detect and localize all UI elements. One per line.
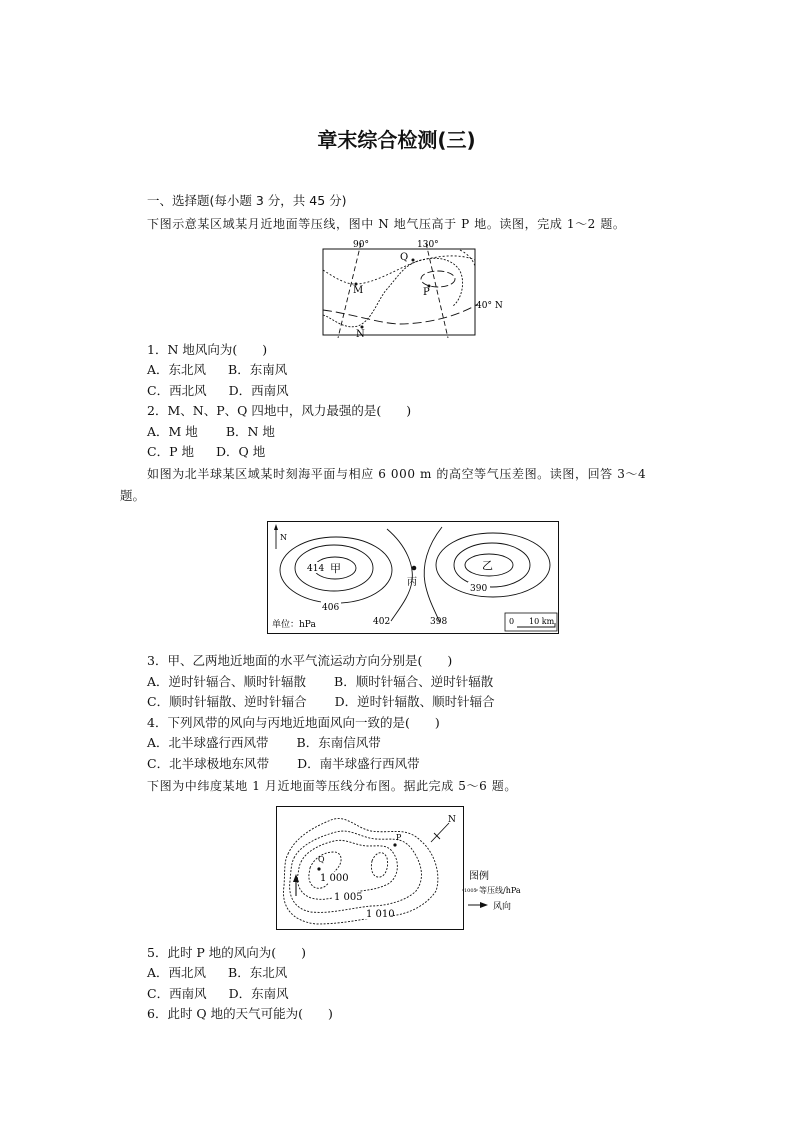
isobar-398	[424, 527, 442, 623]
question-5-options-ab	[147, 965, 287, 981]
lon-90-label: 90°	[353, 240, 369, 250]
intro-q3-4-line1: 如图为北半球某区域某时刻海平面与相应 6 000 m 的高空等气压差图。读图，回答 3～4	[147, 467, 647, 481]
value-390: 390	[470, 584, 488, 594]
question-6: 6．此时 Q 地的天气可能为( )	[147, 1006, 333, 1021]
point-n-label: N	[356, 329, 365, 338]
legend-isobar-sample: 1005	[464, 888, 477, 894]
legend-wind: 风向	[493, 902, 512, 912]
value-1005: 1 005	[334, 892, 363, 903]
option-b[interactable]: B．东北风	[228, 965, 288, 980]
intro-q3-4-line2: 题。	[120, 488, 146, 503]
legend-title: 图例	[469, 871, 489, 882]
isobar-map-1	[318, 238, 508, 338]
intro-q1-2: 下图示意某区域某月近地面等压线，图中 N 地气压高于 P 地。读图，完成 1～2 题。	[147, 217, 626, 231]
option-b[interactable]: B．N 地	[225, 424, 275, 439]
question-3-options-ab	[147, 674, 493, 690]
option-c[interactable]: C．顺时针辐散、逆时针辐合	[147, 694, 307, 709]
option-a[interactable]: A．M 地	[147, 424, 198, 439]
value-402: 402	[373, 617, 391, 627]
point-bing	[412, 566, 417, 571]
value-398: 398	[430, 617, 448, 627]
question-2-options-ab	[147, 424, 275, 440]
option-b[interactable]: B．东南信风带	[296, 735, 381, 750]
isobar-inner-east	[371, 853, 387, 877]
isobar-1005	[298, 840, 398, 899]
value-1000: 1 000	[320, 873, 349, 884]
unit-label: 单位：hPa	[272, 620, 316, 630]
option-d[interactable]: D．南半球盛行西风带	[297, 756, 420, 771]
scale-zero: 0	[509, 617, 515, 626]
question-2: 2．M、N、P、Q 四地中，风力最强的是( )	[147, 403, 412, 418]
isobar-line	[421, 271, 455, 287]
parallel-40n	[323, 304, 478, 324]
option-c[interactable]: C．西南风	[147, 986, 207, 1001]
point-p-label: P	[423, 287, 430, 298]
option-d[interactable]: D．东南风	[228, 986, 289, 1001]
map-frame	[323, 249, 475, 335]
point-q-label: Q	[400, 252, 409, 263]
question-1-options-cd	[147, 383, 289, 399]
point-m-label: M	[353, 285, 364, 296]
question-4: 4．下列风带的风向与丙地近地面风向一致的是( )	[147, 715, 440, 730]
question-4-options-cd	[147, 756, 420, 772]
point-p	[393, 843, 396, 846]
option-a[interactable]: A．西北风	[147, 965, 207, 980]
label-bing: 丙	[407, 577, 417, 588]
north-label: N	[280, 533, 287, 542]
option-a[interactable]: A．逆时针辐合、顺时针辐散	[147, 674, 307, 689]
pressure-difference-map	[267, 521, 559, 634]
north-arrow-head	[274, 524, 278, 530]
isobar-outer	[283, 819, 437, 924]
value-406: 406	[322, 603, 340, 613]
option-c[interactable]: C．北半球极地东风带	[147, 756, 270, 771]
value-1010: 1 010	[366, 909, 395, 920]
isobar-line	[323, 258, 463, 327]
isobar-402	[387, 529, 412, 621]
option-b[interactable]: B．东南风	[228, 362, 288, 377]
point-q	[412, 259, 415, 262]
section-heading: 一、选择题(每小题 3 分，共 45 分)	[147, 193, 347, 208]
question-1-options-ab	[147, 362, 287, 378]
option-d[interactable]: D．西南风	[228, 383, 289, 398]
question-3-options-cd	[147, 694, 495, 710]
legend-isobar: 等压线/hPa	[479, 886, 521, 895]
page-title: 章末综合检测(三)	[317, 128, 476, 152]
intro-q5-6: 下图为中纬度某地 1 月近地面等压线分布图。据此完成 5～6 题。	[147, 779, 517, 793]
question-5-options-cd	[147, 986, 289, 1002]
point-q-label: Q	[318, 855, 325, 864]
option-c[interactable]: C．西北风	[147, 383, 207, 398]
scale-ten: 10 km	[529, 617, 555, 626]
option-b[interactable]: B．顺时针辐合、逆时针辐散	[334, 674, 494, 689]
option-d[interactable]: D．Q 地	[215, 444, 266, 459]
isobar-line	[323, 256, 475, 284]
january-isobar-map	[276, 806, 566, 932]
value-414: 414	[307, 564, 325, 574]
question-5: 5．此时 P 地的风向为( )	[147, 945, 307, 960]
question-1: 1．N 地风向为( )	[147, 342, 268, 357]
label-jia: 甲	[330, 562, 341, 575]
option-a[interactable]: A．东北风	[147, 362, 207, 377]
lat-40n-label: 40° N	[476, 301, 503, 311]
question-3: 3．甲、乙两地近地面的水平气流运动方向分别是( )	[147, 653, 453, 668]
north-indicator	[431, 823, 449, 842]
option-c[interactable]: C．P 地	[147, 444, 194, 459]
point-p-label: P	[396, 833, 402, 842]
point-q	[317, 867, 320, 870]
label-yi: 乙	[482, 559, 493, 572]
north-label: N	[448, 815, 456, 825]
question-4-options-ab	[147, 735, 381, 751]
lon-130-label: 130°	[417, 240, 439, 250]
question-2-options-cd	[147, 444, 265, 460]
option-a[interactable]: A．北半球盛行西风带	[147, 735, 269, 750]
option-d[interactable]: D．逆时针辐散、顺时针辐合	[334, 694, 495, 709]
